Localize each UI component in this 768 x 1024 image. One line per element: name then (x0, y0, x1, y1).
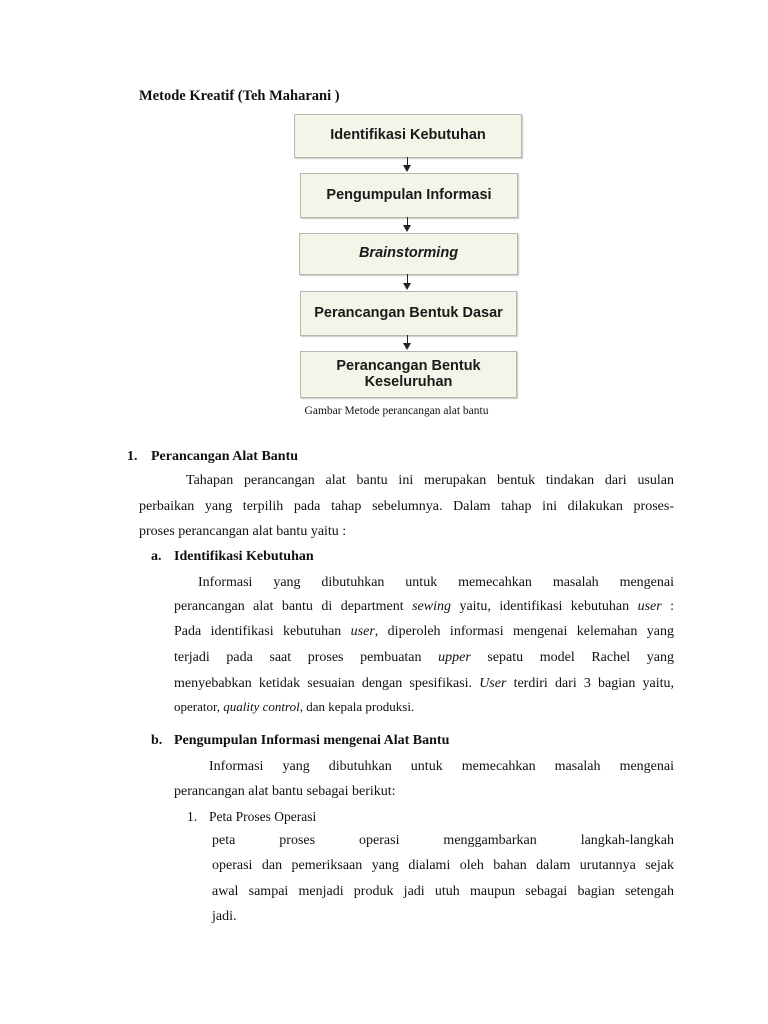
paragraph-line: terjadi pada saat proses pembuatan upper sepatu model Rachel yang (174, 650, 674, 665)
subsection-letter: a. (151, 549, 162, 564)
paragraph-line: operator, quality control, dan kepala produksi. (174, 699, 415, 714)
subsection-heading: Pengumpulan Informasi mengenai Alat Bantu (174, 733, 450, 748)
flow-step-line: Keseluruhan (364, 373, 453, 390)
list-number: 1. (187, 809, 198, 824)
flow-step-pengumpulan: Pengumpulan Informasi (300, 173, 518, 218)
section-number: 1. (127, 449, 138, 464)
flow-step-identifikasi: Identifikasi Kebutuhan (294, 114, 522, 158)
paragraph-line: jadi. (212, 909, 237, 924)
list-item-title: Peta Proses Operasi (209, 809, 317, 824)
subsection-letter: b. (151, 733, 163, 748)
paragraph-line: awal sampai menjadi produk jadi utuh maupun sebagai bagian setengah (212, 884, 674, 899)
paragraph-line: Informasi yang dibutuhkan untuk memecahkan masalah mengenai (198, 575, 674, 590)
flow-arrowhead (403, 225, 411, 232)
paragraph-line: Pada identifikasi kebutuhan user, diperoleh informasi mengenai kelemahan yang (174, 624, 674, 639)
paragraph-line: Informasi yang dibutuhkan untuk memecahkan masalah mengenai (209, 759, 674, 774)
flow-arrowhead (403, 343, 411, 350)
paragraph-line: peta proses operasi menggambarkan langkah-langkah (212, 833, 674, 848)
figure-caption: Gambar Metode perancangan alat bantu (304, 405, 489, 417)
flow-step-brainstorming: Brainstorming (299, 233, 518, 275)
flow-step-line: Perancangan Bentuk (336, 358, 481, 375)
page-title: Metode Kreatif (Teh Maharani ) (139, 88, 340, 104)
flow-step-perancangan-keseluruhan (300, 351, 517, 398)
paragraph-line: perbaikan yang terpilih pada tahap sebelumnya. Dalam tahap ini dilakukan proses- (139, 499, 674, 514)
flow-arrowhead (403, 165, 411, 172)
paragraph-line: operasi dan pemeriksaan yang dialami oleh bahan dalam urutannya sejak (212, 858, 674, 873)
flow-step-perancangan-dasar: Perancangan Bentuk Dasar (300, 291, 517, 336)
paragraph-line: menyebabkan ketidak sesuaian dengan spesifikasi. User terdiri dari 3 bagian yaitu, (174, 676, 674, 691)
paragraph-line: perancangan alat bantu di department sewing yaitu, identifikasi kebutuhan user : (174, 599, 675, 614)
paragraph-line: Tahapan perancangan alat bantu ini merupakan bentuk tindakan dari usulan (186, 473, 674, 488)
subsection-heading: Identifikasi Kebutuhan (174, 549, 314, 564)
section-heading: Perancangan Alat Bantu (151, 449, 299, 464)
paragraph-line: proses perancangan alat bantu yaitu : (139, 524, 347, 539)
paragraph-line: perancangan alat bantu sebagai berikut: (174, 784, 396, 799)
flow-arrowhead (403, 283, 411, 290)
